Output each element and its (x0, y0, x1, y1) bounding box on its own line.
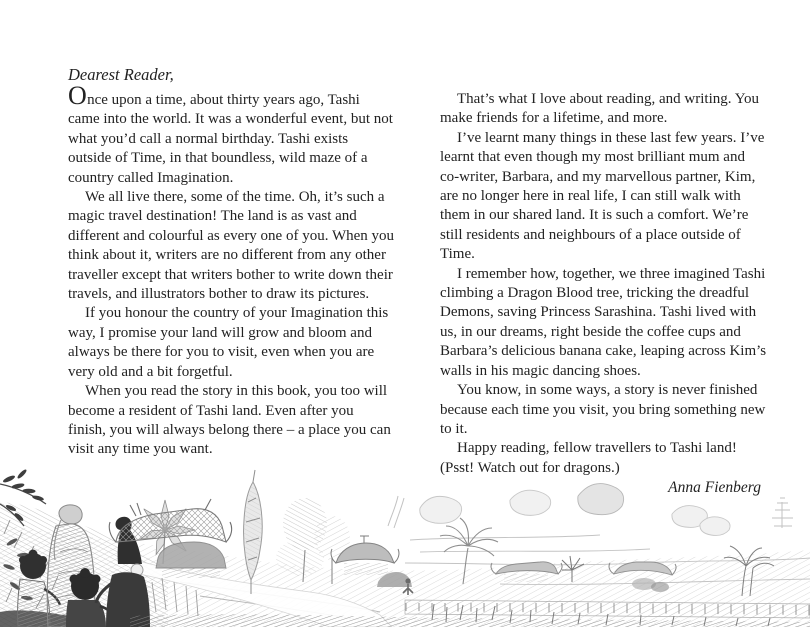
paragraph: We all live there, some of the time. Oh, it’s such a magic travel destination! The land is as vast and different and colourful as every one of you. When you think about it, writers are no different from any other traveller except that writers bother to write down their travels, and illustrators bother to draw its pictures. (68, 189, 395, 303)
author-signature: Anna Fienberg (668, 479, 761, 497)
distant-pagoda (772, 498, 793, 528)
right-page-text (440, 90, 767, 498)
paragraph-opening (68, 81, 394, 188)
paragraph-psst: (Psst! Watch out for dragons.) (440, 459, 620, 476)
opening-initial-letter: O (68, 81, 88, 110)
salutation: Dearest Reader, (68, 65, 174, 84)
paragraph: I’ve learnt many things in these last few years. I’ve learnt that even though my most brilliant mum and co-writer, Barbara, and my marvellous partner, Kim, are no longer here in real life, I can still walk with them in our shared land. It is such a comfort. We’re still residents and neighbours of a place outside of Time. (440, 129, 765, 263)
left-page-text (68, 66, 394, 460)
opening-paragraph-text: nce upon a time, about thirty years ago, Tashi came into the world. It was a wonderful event, but not what you’d call a normal birthday. Tashi exists outside of Time, in that boundless, wild maze of a country called Imagination. (68, 92, 393, 186)
paragraph: When you read the story in this book, you too will become a resident of Tashi land. Even after you finish, you will always belong there – a place you can visit any time you want. (68, 383, 391, 458)
paragraph: I remember how, together, we three imagined Tashi climbing a Dragon Blood tree, tricking the dreadful Demons, saving Princess Sarashina. Tashi lived with us, in our dreams, right beside the coffee cups and Barbara’s delicious banana cake, leaping across Kim’s walls in his magic dancing shoes. (440, 265, 767, 379)
tashi-village-pencil-sketch-illustration (0, 462, 810, 627)
paragraph: That’s what I love about reading, and writing. You make friends for a lifetime, and more. (440, 91, 760, 127)
paragraph: If you honour the country of your Imagination this way, I promise your land will grow and bloom and always be there for you to visit, even when you are very old and a bit forgetful. (68, 305, 389, 380)
distant-hills (420, 484, 730, 536)
paragraph: Happy reading, fellow travellers to Tashi land! (457, 440, 737, 457)
paragraph: You know, in some ways, a story is never finished because each time you visit, you bring something new to it. (440, 382, 766, 437)
